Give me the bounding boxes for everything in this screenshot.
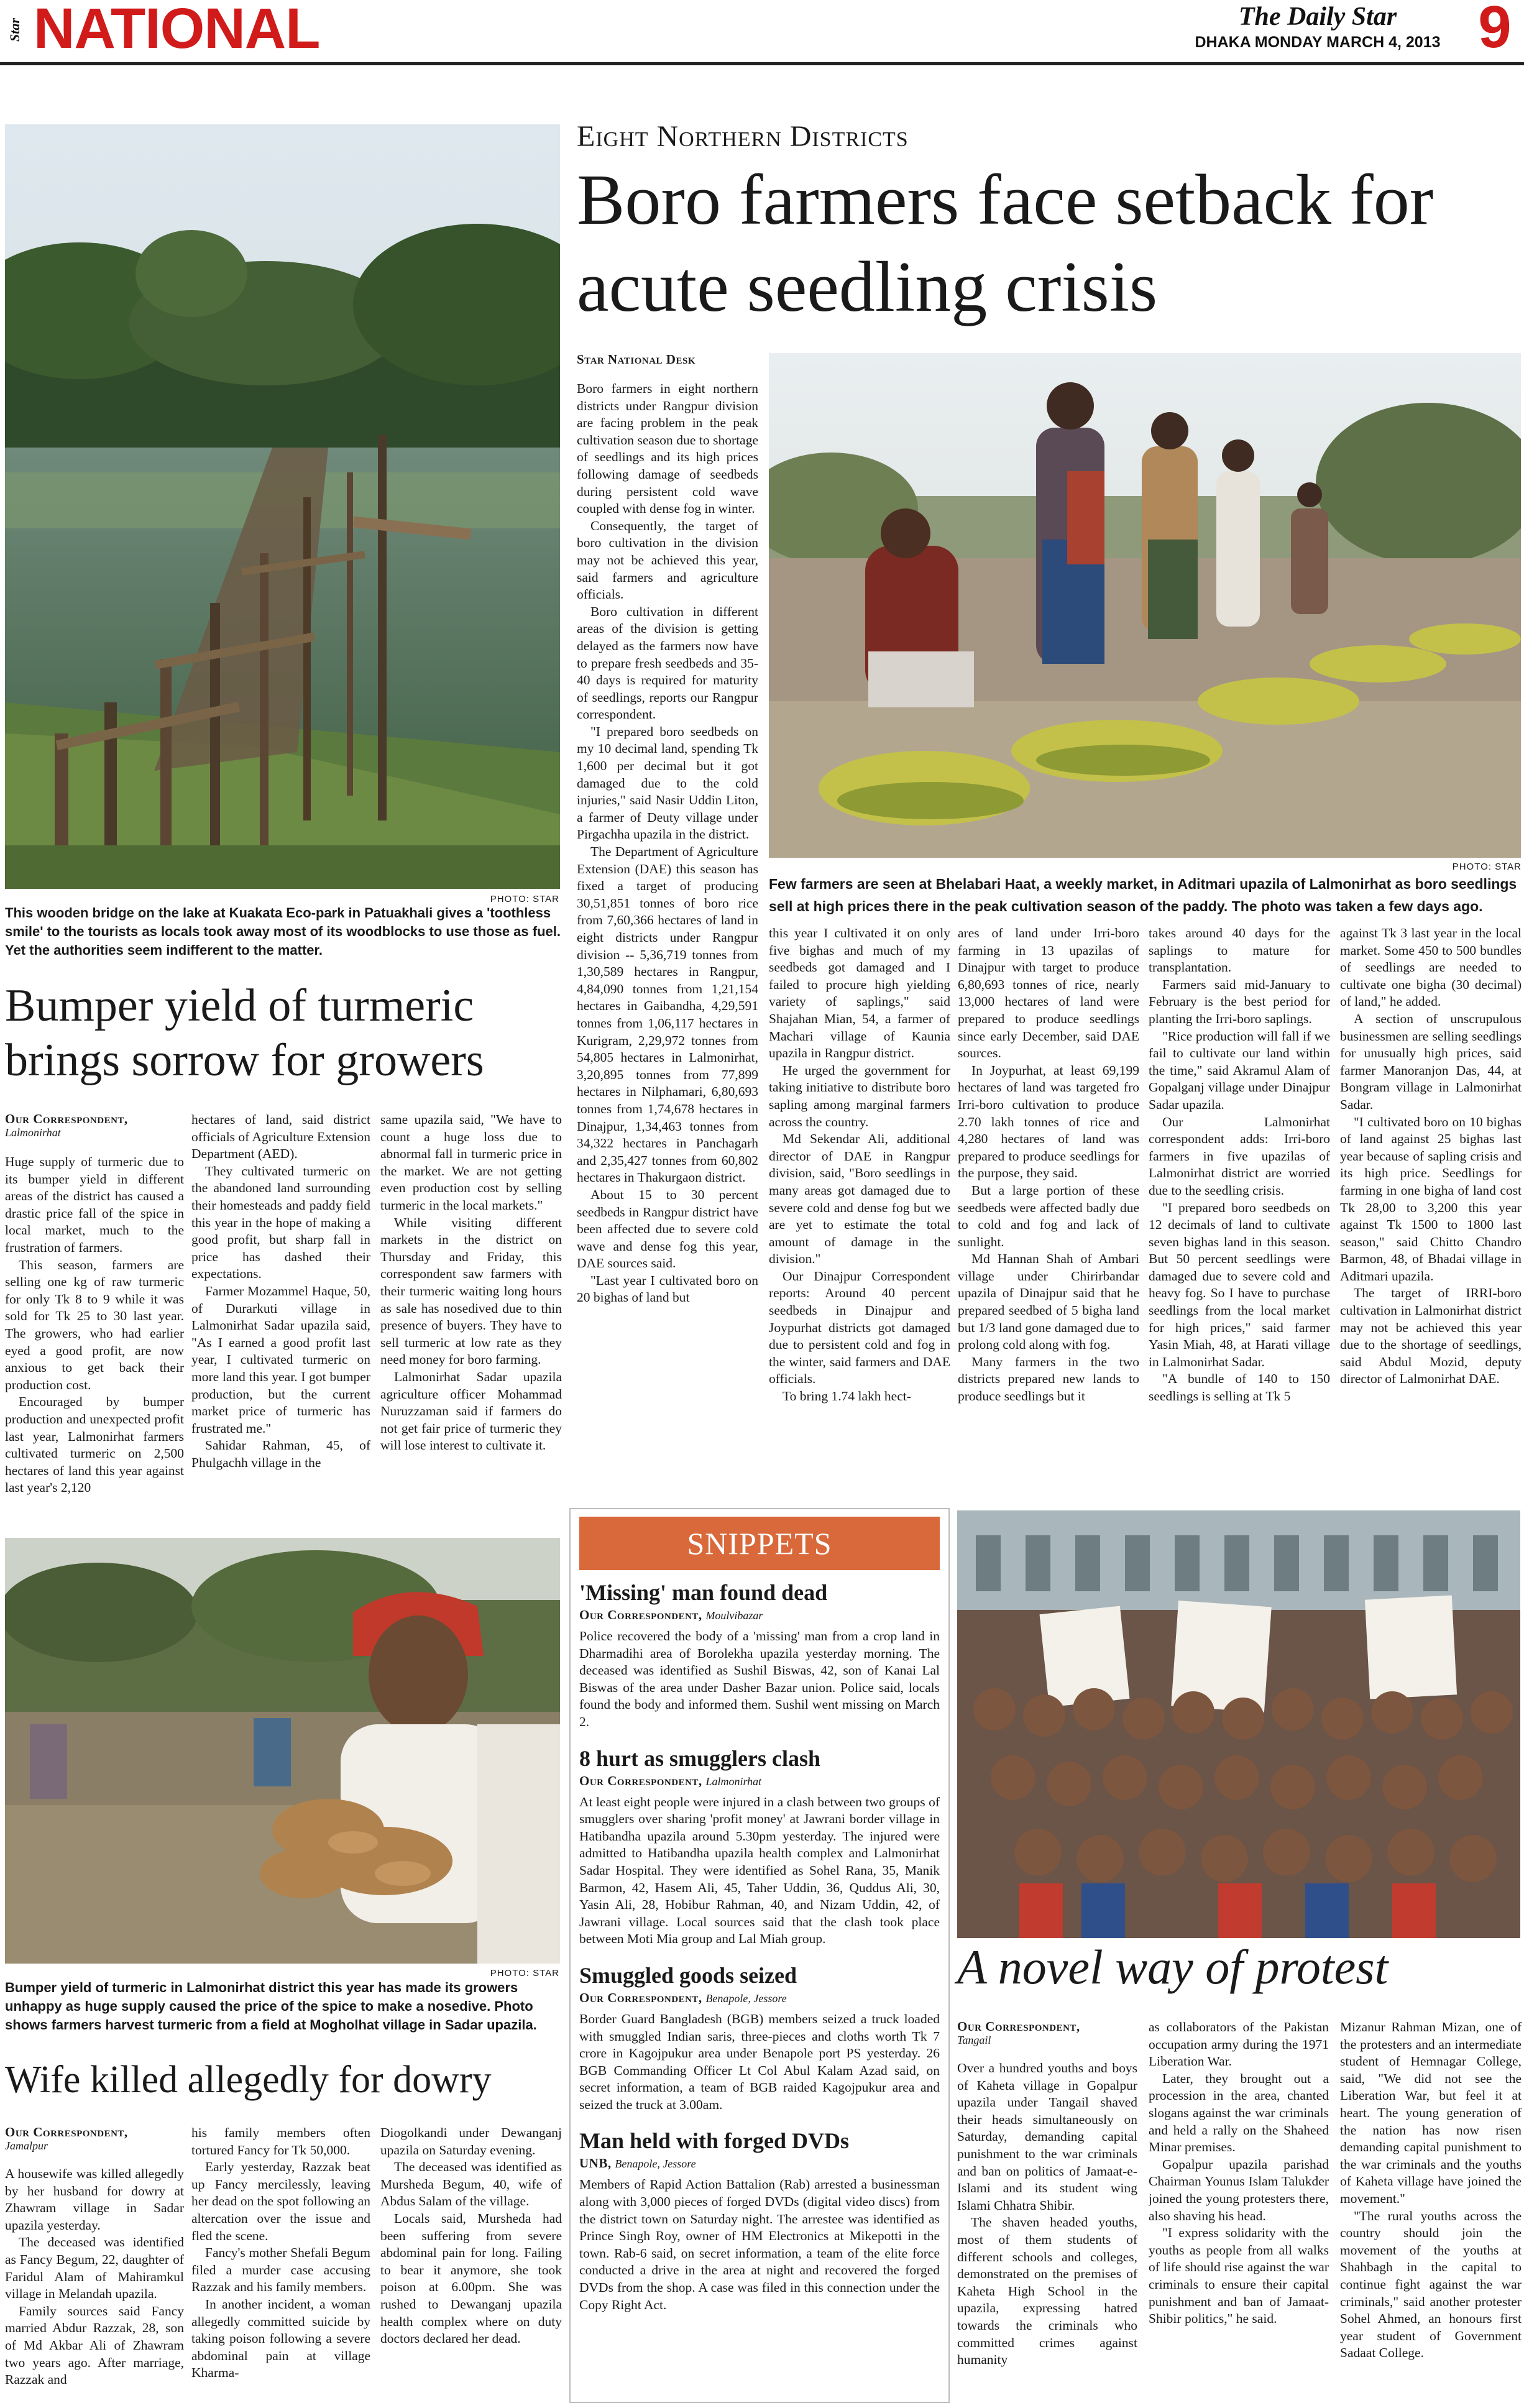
paragraph: The target of IRRI-boro cultivation in Lalmonirhat district may not be achieved this year due to the shortage of seedlings, said Abdul Mozid, deputy director of Lalmonirhat DAE. [1340,1285,1522,1387]
paragraph: Farmers said mid-January to February is the best period for planting the Irri-boro saplings. [1149,977,1330,1026]
snippet-byline-place: Benapole, Jessore [705,1992,787,2005]
snippet-byline [579,1773,940,1789]
paragraph: ares of land under Irri-boro farming in 13 upazilas of Dinajpur with target to produce 6,80,693 tonnes of rice, nearly 13,000 hectares of land were prepared to produce seedlings since early December, said DAE sources. [958,926,1139,1061]
paragraph: In Joypurhat, at least 69,199 hectares of land was targeted fro Irri-boro cultivation to produce 2.70 lakh tonnes of rice and 4,280 hectares of land was prepared to produce seedlings for the purpose, they said. [958,1062,1139,1181]
paragraph: Md Sekendar Ali, additional director of DAE in Rangpur division, said, "Boro seedlings in many areas got damaged due to severe cold and dense fog but we are yet to estimate the total amount of damage in the division." [769,1131,950,1267]
paragraph: same upazila said, "We have to count a huge loss due to abnormal fall in turmeric price in the market. We are not getting even production cost by selling turmeric in the local markets." [380,1112,562,1213]
paragraph: He urged the government for taking initiative to distribute boro sapling among marginal farmers across the country. [769,1062,950,1129]
paragraph: While visiting different markets in the district on Thursday and Friday, this correspondent saw farmers with their turmeric waiting long hours as sale has nosedived due to thin presence of buyers. They have to sell turmeric at low rate as they need money for boro farming. [380,1215,562,1367]
dateline: DHAKA MONDAY MARCH 4, 2013 [1195,34,1441,51]
turmeric-photo-credit: PHOTO: STAR [490,1968,559,1978]
paragraph: To bring 1.74 lakh hect- [783,1389,911,1404]
paragraph: Diogolkandi under Dewanganj upazila on Saturday evening. [380,2125,562,2158]
turmeric-byline: Our Correspondent, [5,1111,128,1126]
turmeric-column-1 [5,1154,184,1527]
lead-column-4 [1149,925,1330,1546]
snippet-byline [579,1990,940,2006]
paragraph: his family members often tortured Fancy for Tk 50,000. [191,2125,370,2158]
protest-column-1 [957,2060,1137,2404]
paragraph: A housewife was killed allegedly by her husband for dowry at Zhawram village in Sadar upazila yesterday. [5,2166,184,2233]
paragraph: Boro cultivation in different areas of the division is getting delayed as the farmers now have to prepare fresh seedbeds and 35-40 days is required for maturity of seedlings, reports our Rangpur correspondent. [577,604,758,722]
page-number: 9 [1478,0,1512,60]
paragraph: They cultivated turmeric on the abandoned land surrounding their homesteads and paddy field this year in the hope of making a good profit, but sharp fall in price has dashed their expectations. [191,1163,370,1282]
snippet-byline [579,1607,940,1623]
snippet-text: At least eight people were injured in a clash between two groups of smugglers over sharing 'profit money' at Jawrani border village in Hatibandha upazila around 5.30pm yesterday. The injured were admitted to Hatibandha upazila health complex and Lalmonirhat Sadar Hospital. They were identified as Sohel Rana, 35, Manik Barmon, 42, Hasem Ali, 45, Taher Uddin, 36, Quddus Ali, 30, Yasin Ali, 28, Hobibur Rahman, 40, and Nizam Uddin, 42, of Jawrani village. Local sources said that the clash took place between Moti Mia group and Lal Miah group. [579,1794,940,1947]
masthead-rule [0,62,1524,65]
lead-kicker: Eight Northern Districts [577,120,909,153]
snippet-title: 8 hurt as smugglers clash [579,1745,821,1771]
turmeric-column-2 [191,1111,370,1527]
snippet-title: 'Missing' man found dead [579,1580,828,1605]
bridge-photo [5,124,560,889]
snippet-byline-source: Our Correspondent, [579,1607,706,1622]
dowry-byline: Our Correspondent, [5,2125,128,2139]
paragraph: "Rice production will fall if we fail to cultivate our land within the time," said Akramul Alam of Gopalganj village under Dinajpur Sadar upazila. [1149,1028,1330,1112]
snippet-byline-source: Our Correspondent, [579,1773,706,1788]
paragraph: This season, farmers are selling one kg of raw turmeric for only Tk 8 to 9 while it was sold for Tk 25 to 30 last year. The growers, who had earlier eyed a good profit, are now anxious to get back their production cost. [5,1257,184,1392]
paragraph: The deceased was identified as Fancy Begum, 22, daughter of Faridul Alam of Mahiramkul village in Melandah upazila. [5,2235,184,2302]
snippet-byline-place: Lalmonirhat [705,1775,762,1788]
lead-column-5 [1340,925,1522,1546]
bridge-photo-caption: This wooden bridge on the lake at Kuakata Eco-park in Patuakhali gives a 'toothless smile' to the tourists as locals took away most of its woodblocks to use those as fuel. Yet the authorities seem indifferent to the matter. [5,905,561,958]
turmeric-harvest-image [5,1538,560,1964]
snippet-byline-place: Moulvibazar [705,1609,763,1622]
paragraph: "The rural youths across the country should join the movement of the youths at Shahbagh in the capital to continue fight against the war criminals," said another protester Sohel Ahmed, an honours first year student of Government Sadaat College. [1340,2208,1522,2361]
paragraph: A section of unscrupulous businessmen are selling seedlings for unusually high prices, said farmer Manoranjon Das, 44, at Bongram village in Lalmonirhat Sadar. [1340,1011,1522,1112]
protest-byline: Our Correspondent, [957,2019,1080,2034]
snippet-item [579,1745,940,1948]
paragraph: Consequently, the target of boro cultivation in the division may not be achieved this year, said farmers and agriculture officials. [577,518,758,602]
protest-photo [957,1510,1520,1938]
dowry-headline: Wife killed allegedly for dowry [5,2059,492,2101]
paragraph: The shaven headed youths, most of them students of different schools and colleges, demonstrated on the premises of Kaheta High School in the upazila, expressing hatred towards the criminals who committed crimes against humanity [957,2215,1137,2368]
star-logo: Star [7,18,22,42]
paragraph: Boro farmers in eight northern districts under Rangpur division are facing problem in the peak cultivation season due to shortage of seedlings and its high prices following damage of seedbeds during persistent cold wave coupled with dense fog in winter. [577,381,758,517]
paragraph: About 15 to 30 percent seedbeds in Rangpur district have been affected due to severe cold wave and dense fog this year, DAE sources said. [577,1187,758,1271]
paragraph: "A bundle of 140 to 150 seedlings is selling at Tk 5 [1149,1371,1330,1404]
paragraph: Early yesterday, Razzak beat up Fancy mercilessly, leaving her dead on the spot following an altercation over the issue and fled the scene. [191,2159,370,2243]
snippet-title: Man held with forged DVDs [579,2128,850,2154]
paragraph: hectares of land, said district officials of Agriculture Extension Department (AED). [191,1112,370,1162]
snippet-item [579,2127,940,2314]
protest-place: Tangail [957,2034,991,2046]
turmeric-photo-caption: Bumper yield of turmeric in Lalmonirhat district this year has made its growers unhappy as huge supply caused the price of the spice to make a nosedive. Photo shows farmers harvest turmeric from a field at Mogholhat village in Sadar upazila. [5,1980,537,2033]
turmeric-photo [5,1538,560,1964]
paragraph: Our Lalmonirhat correspondent adds: Irri-boro farmers in five upazilas of Lalmonirhat district are worried due to the seedling crisis. [1149,1114,1330,1198]
paragraph: "I cultivated boro on 10 bighas of land against 25 bighas last year because of sapling crisis and its high price. Seedlings for farming in one bigha of land cost Tk 28,00 to 3,200 this year against Tk 1500 to 1800 last season," said Chitto Chandro Barmon, 48, of Bhadai village in Aditmari upazila. [1340,1114,1522,1284]
protest-column-2 [1149,2019,1329,2404]
masthead [0,0,1524,62]
paragraph: Encouraged by bumper production and unexpected profit last year, Lalmonirhat farmers cultivated turmeric on 2,500 hectares of land this year against last year's 2,120 [5,1394,184,1496]
protest-headline: A novel way of protest [957,1940,1389,1994]
snippet-byline-source: UNB, [579,2156,615,2171]
paragraph: Md Hannan Shah of Ambari village under Chirirbandar upazila of Dinajpur said that he prepared seedbed of 5 bigha land but 1/3 land gone damaged due to prolong cold along with fog. [958,1251,1139,1353]
paragraph: against Tk 3 last year in the local market. Some 450 to 500 bundles of seedlings are needed to cultivate one bigha (30 decimal) of land," he added. [1340,926,1522,1009]
paragraph: Locals said, Mursheda had been suffering from severe abdominal pain for long. Failing to bear it anymore, she took poison at 6.00pm. She was rushed to Dewanganj upazila health complex where on duty doctors declared her dead. [380,2210,562,2346]
dowry-column-1 [5,2166,184,2404]
snippet-item [579,1962,940,2114]
lead-photo [769,353,1521,858]
paragraph: The deceased was identified as Mursheda Begum, 40, wife of Abdus Salam of the village. [380,2159,562,2209]
paragraph: Over a hundred youths and boys of Kaheta village in Gopalpur upazila under Tangail shaved their heads simultaneously on Saturday, demanding capital punishment to the war criminals and ban on politics of Jamaat-e-Islami and its student wing Islami Chhatra Shibir. [957,2061,1137,2213]
paragraph: Our Dinajpur Correspondent reports: Around 40 percent seedbeds in Dinajpur and Joypurhat districts got damaged due to persistent cold and fog in the winter, said farmers and DAE officials. [769,1268,950,1387]
paragraph: as collaborators of the Pakistan occupation army during the 1971 Liberation War. [1149,2020,1329,2069]
snippet-byline [579,2156,940,2171]
paragraph: takes around 40 days for the saplings to mature for transplantation. [1149,926,1330,975]
paragraph: Lalmonirhat Sadar upazila agriculture officer Mohammad Nuruzzaman said if farmers do not get fair price of turmeric they will lose interest to cultivate it. [380,1369,562,1453]
snippets-label: SNIPPETS [579,1517,940,1570]
dowry-column-3 [380,2125,562,2404]
bridge-photo-credit: PHOTO: STAR [490,894,559,904]
turmeric-headline: Bumper yield of turmeric brings sorrow for growers [5,980,484,1086]
turmeric-column-3 [380,1111,562,1527]
wooden-bridge-image [5,124,560,889]
paragraph: "I prepared boro seedbeds on my 10 decimal land, spending Tk 1,600 per decimal but it got damaged due to the cold injuries," said Nasir Uddin Liton, a farmer of Deuty village under Pirgachha upazila in the district. [577,724,758,842]
shaved-heads-protest-image [957,1510,1520,1938]
lead-column-1 [577,380,758,1549]
section-title: NATIONAL [34,0,320,60]
dowry-column-2 [191,2125,370,2404]
paragraph: Huge supply of turmeric due to its bumper yield in different areas of the district has caused a drastic price fall of the spice in local market, much to the frustration of farmers. [5,1154,184,1255]
paragraph: Later, they brought out a procession in the area, chanted slogans against the war criminals and held a rally on the Shaheed Minar premises. [1149,2070,1329,2155]
paper-name: The Daily Star [1238,2,1397,31]
seedling-market-image [769,353,1521,858]
snippet-text: Members of Rapid Action Battalion (Rab) arrested a businessman along with 3,000 pieces of forged DVDs (digital video discs) from the district town on Saturday night. The arrestee was identified as Prince Singh Roy, owner of HM Electronics at Mikepotti in the town. Rab-6 said, on secret information, a team of the elite force conducted a drive in the area at night and recovered the forged DVDs from the shop. A case was filed in this connection under the Copy Right Act. [579,2177,940,2312]
snippet-text: Police recovered the body of a 'missing' man from a crop land in Dharmadihi area of Borolekha upazila yesterday morning. The deceased was identified as Sushil Biswas, 42, son of Kanai Lal Biswas of the area under Dasher Bazar union. Police said, locals found the body and informed them. Sushil went missing on March 2. [579,1629,940,1729]
snippet-list [579,1579,940,2399]
paragraph: Mizanur Rahman Mizan, one of the protesters and an intermediate student of Hemnagar College, said, "We did not see the Liberation War, but feel it at heart. The young generation of the nation has now risen demanding capital punishment to the war criminals and the youths of Kaheta village have joined the movement." [1340,2020,1522,2206]
lead-column-2 [769,925,950,1546]
paragraph: this year I cultivated it on only five bighas and much of my seedbeds got damaged and I failed to procure high yielding variety of saplings," said Shajahan Mian, 54, a farmer of Machari village of Kaunia upazila in Rangpur district. [769,926,950,1061]
dowry-place: Jamalpur [5,2139,48,2152]
snippet-byline-source: Our Correspondent, [579,1990,706,2005]
paragraph: "I express solidarity with the youths as people from all walks of life should rise against the war criminals to ensure their capital punishment and ban of Jamaat-Shibir politics," he said. [1149,2225,1329,2327]
paragraph: Family sources said Fancy married Abdur Razzak, 28, son of Md Akbar Ali of Zhawram two years ago. After marriage, Razzak and [5,2303,184,2387]
paragraph: The Department of Agriculture Extension (DAE) this season has fixed a target of producing 30,51,851 tonnes of boro rice from 7,60,366 hectares of land in eight districts under Rangpur division -- 5,36,719 tonnes from 1,30,589 hectares in Rangpur, 4,84,090 tonnes from 1,21,154 hectares in Gaibandha, 4,29,591 tonnes from 1,06,117 hectares in Kurigram, 2,29,972 tonnes from 54,805 hectares in Lalmonirhat, 3,20,895 tonnes from 77,899 hectares in Nilphamari, 6,80,693 tonnes from 1,74,678 hectares in Dinajpur, 1,34,463 tonnes from 34,322 hectares in Panchagarh and 2,35,427 tonnes from 60,802 hectares in Thakurgaon district. [577,844,758,1185]
lead-photo-caption: Few farmers are seen at Bhelabari Haat, a weekly market, in Aditmari upazila of Lalmonirhat as boro seedlings sell at high prices there in the peak cultivation season of the paddy. The photo was taken a few days ago. [769,876,1517,914]
lead-column-3 [958,925,1139,1546]
paragraph: Sahidar Rahman, 45, of Phulgachh village in the [191,1438,370,1470]
lead-headline: Boro farmers face setback for acute seedling crisis [577,160,1434,327]
paragraph: In another incident, a woman allegedly committed suicide by taking poison following a severe abdominal pain at village Kharma- [191,2296,370,2381]
turmeric-place: Lalmonirhat [5,1126,61,1139]
paragraph: Fancy's mother Shefali Begum filed a murder case accusing Razzak and his family members. [191,2245,370,2295]
snippet-item [579,1579,940,1731]
paragraph: "I prepared boro seedbeds on 12 decimals of land to cultivate seven bighas land in this season. But 50 percent seedlings were damaged due to severe cold and heavy fog. So I have to purchase seedlings from the local market for high prices," said farmer Yasin Miah, 48, at Harati village in Lalmonirhat Sadar. [1149,1200,1330,1369]
snippet-text: Border Guard Bangladesh (BGB) members seized a truck loaded with smuggled Indian saris, three-pieces and cloths worth Tk 7 crore in Kagojpukur area under Benapole port PS yesterday. 26 BGB Commanding Officer Lt Col Abul Kalam Azad said, on secret information, a team of BGB raided Kagojpukur area and seized the truck at 3.00am. [579,2011,940,2112]
paragraph: Gopalpur upazila parishad Chairman Younus Islam Talukder joined the young protesters there, also shaving his head. [1149,2156,1329,2223]
protest-column-3 [1340,2019,1522,2404]
lead-photo-credit: PHOTO: STAR [1452,862,1522,872]
paragraph: Farmer Mozammel Haque, 50, of Durarkuti village in Lalmonirhat Sadar upazila said, "As I earned a good profit last year, I cultivated turmeric on more land this year. I got bumper production, but the current market price of turmeric has frustrated me." [191,1283,370,1436]
paragraph: "Last year I cultivated boro on 20 bighas of land but [577,1272,758,1305]
lead-byline: Star National Desk [577,352,695,367]
paragraph: Many farmers in the two districts prepared new lands to produce seedlings but it [958,1354,1139,1404]
snippet-title: Smuggled goods seized [579,1962,797,1988]
paragraph: But a large portion of these seedbeds were affected badly due to cold and fog and lack of sunlight. [958,1182,1139,1249]
snippet-byline-place: Benapole, Jessore [615,2158,696,2171]
